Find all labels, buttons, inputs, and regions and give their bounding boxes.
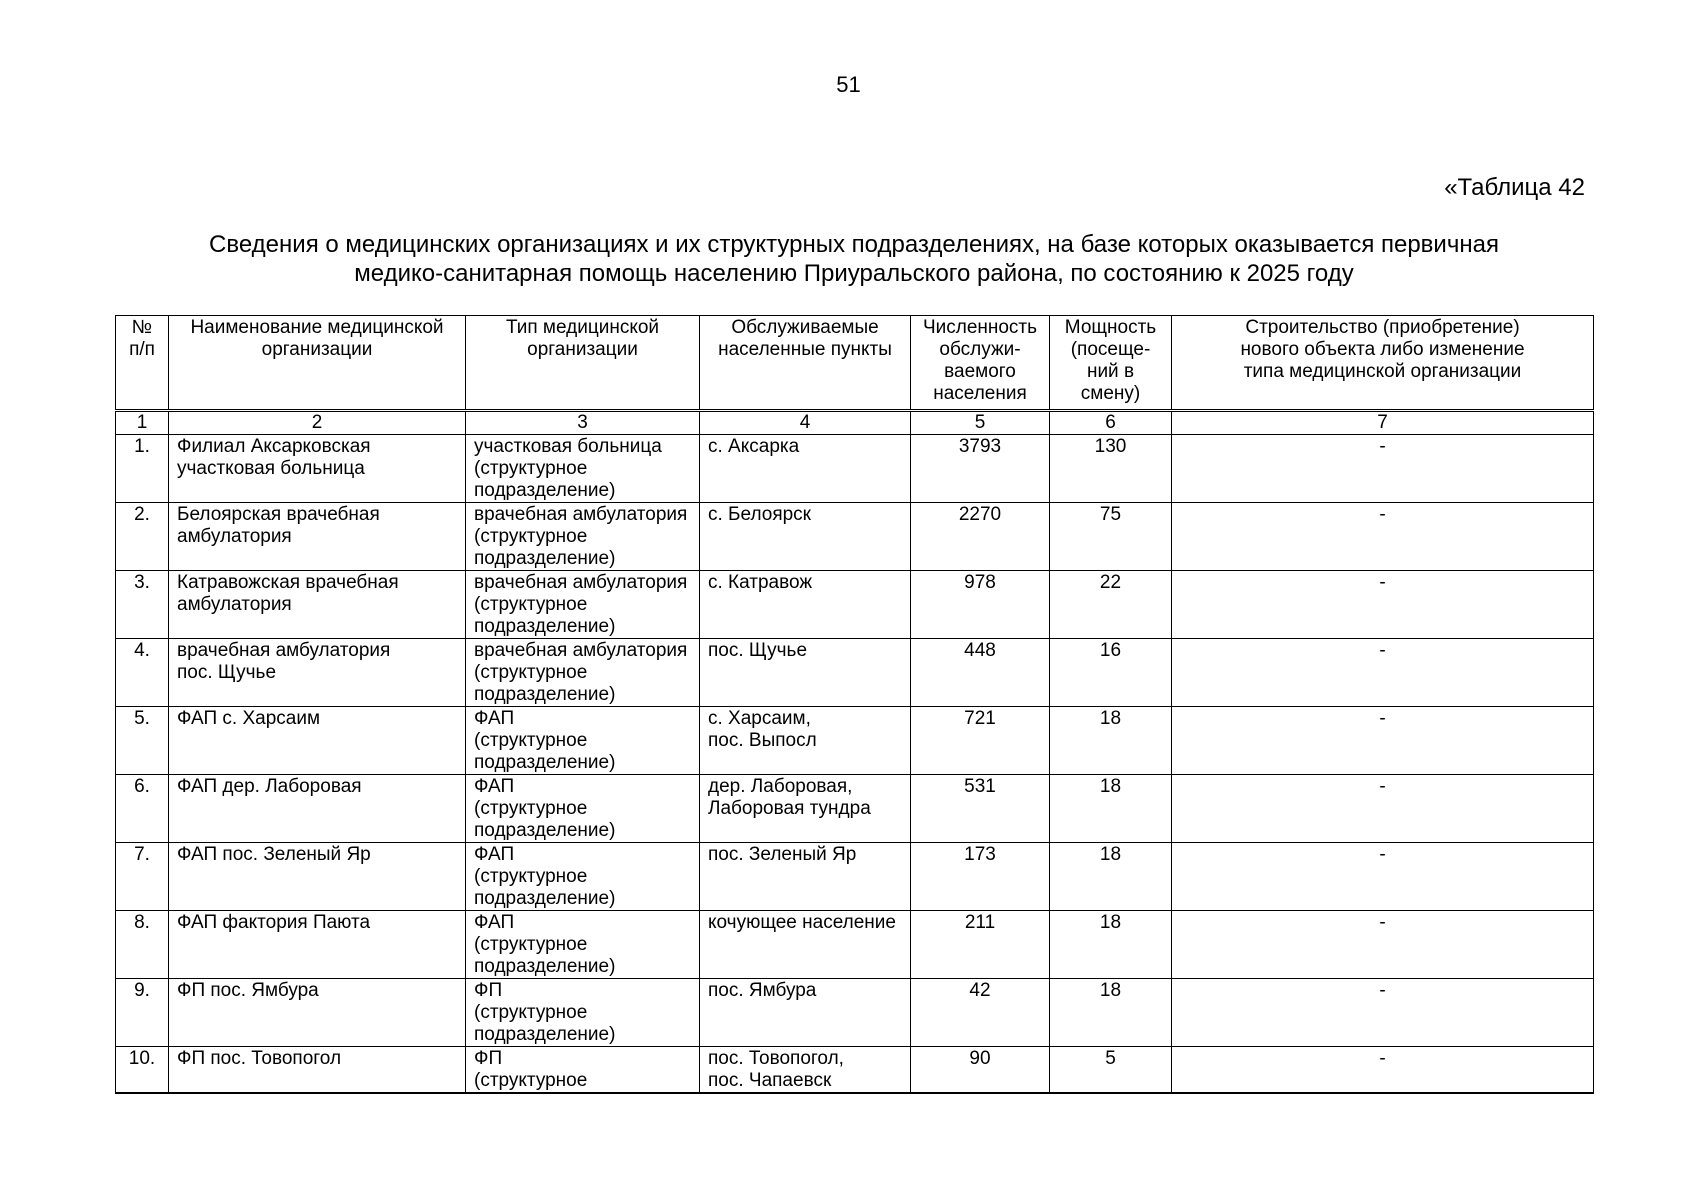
- table-title-line-2: медико-санитарная помощь населению Приуральского района, по состоянию к 2025 году: [354, 260, 1354, 287]
- cell-org-name: [169, 979, 466, 1047]
- cell-line: врачебная амбулатория: [474, 572, 688, 593]
- cell-line: Филиал Аксарковская: [177, 436, 371, 457]
- cell-settlements: [700, 979, 911, 1047]
- cell-org-name: [169, 1047, 466, 1094]
- header-line: нового объекта либо изменение: [1240, 339, 1525, 360]
- table-row: [116, 775, 1594, 843]
- header-line: Наименование медицинской: [190, 317, 444, 338]
- cell-line: ФАП: [474, 844, 515, 865]
- cell-number: 10.: [116, 1047, 169, 1094]
- cell-org-type: [466, 571, 700, 639]
- cell-line: подразделение): [474, 548, 616, 569]
- cell-number: 8.: [116, 911, 169, 979]
- column-number: 2: [169, 411, 466, 435]
- cell-settlements: [700, 639, 911, 707]
- cell-org-name: [169, 639, 466, 707]
- cell-line: Катравожская врачебная: [177, 572, 399, 593]
- cell-construction: -: [1172, 571, 1594, 639]
- cell-settlements: [700, 775, 911, 843]
- cell-org-name: [169, 775, 466, 843]
- cell-line: подразделение): [474, 820, 616, 841]
- cell-line: пос. Чапаевск: [708, 1070, 832, 1091]
- cell-org-type: [466, 503, 700, 571]
- cell-population: 531: [911, 775, 1050, 843]
- cell-capacity: 5: [1050, 1047, 1172, 1094]
- cell-settlements: [700, 707, 911, 775]
- cell-line: (структурное: [474, 458, 588, 479]
- cell-construction: -: [1172, 979, 1594, 1047]
- cell-org-name: [169, 911, 466, 979]
- cell-capacity: 18: [1050, 843, 1172, 911]
- header-number: [116, 316, 169, 411]
- cell-line: амбулатория: [177, 526, 292, 547]
- cell-population: 721: [911, 707, 1050, 775]
- cell-line: (структурное: [474, 730, 588, 751]
- cell-capacity: 18: [1050, 911, 1172, 979]
- cell-line: с. Белоярск: [708, 504, 811, 525]
- cell-line: кочующее население: [708, 912, 896, 933]
- header-line: Тип медицинской: [505, 317, 660, 338]
- cell-line: (структурное: [474, 1070, 588, 1091]
- cell-line: с. Аксарка: [708, 436, 800, 457]
- cell-settlements: [700, 435, 911, 503]
- table-row: [116, 639, 1594, 707]
- cell-construction: -: [1172, 843, 1594, 911]
- table-label: «Таблица 42: [1444, 174, 1585, 201]
- cell-line: (структурное: [474, 594, 588, 615]
- cell-number: 4.: [116, 639, 169, 707]
- column-number: 5: [911, 411, 1050, 435]
- header-construction: [1172, 316, 1594, 411]
- cell-number: 2.: [116, 503, 169, 571]
- page-number: 51: [836, 72, 861, 97]
- cell-line: подразделение): [474, 956, 616, 977]
- table-row: [116, 979, 1594, 1047]
- cell-line: ФП: [474, 980, 503, 1001]
- cell-line: пос. Выпосл: [708, 730, 817, 751]
- cell-org-type: [466, 435, 700, 503]
- table-title: [115, 230, 1593, 288]
- cell-capacity: 18: [1050, 707, 1172, 775]
- column-numbers-row: [116, 411, 1594, 435]
- cell-org-type: [466, 911, 700, 979]
- cell-line: подразделение): [474, 1024, 616, 1045]
- table-title-line-1: Сведения о медицинских организациях и их структурных подразделениях, на базе которых оказывается первичная: [209, 231, 1499, 258]
- cell-line: ФП пос. Ямбура: [177, 980, 319, 1001]
- cell-number: 7.: [116, 843, 169, 911]
- header-line: смену): [1080, 383, 1141, 404]
- table-row: [116, 1047, 1594, 1094]
- column-number: 4: [700, 411, 911, 435]
- cell-population: 2270: [911, 503, 1050, 571]
- cell-settlements: [700, 843, 911, 911]
- header-org-type: [466, 316, 700, 411]
- cell-line: врачебная амбулатория: [474, 640, 688, 661]
- cell-construction: -: [1172, 1047, 1594, 1094]
- header-line: ваемого: [944, 361, 1016, 382]
- cell-org-type: [466, 775, 700, 843]
- cell-line: с. Катравож: [708, 572, 813, 593]
- cell-line: ФАП: [474, 708, 515, 729]
- header-line: Мощность: [1064, 317, 1157, 338]
- medical-organizations-table: [115, 315, 1594, 1094]
- header-line: обслужи-: [939, 339, 1021, 360]
- cell-line: врачебная амбулатория: [177, 640, 391, 661]
- cell-line: ФАП: [474, 912, 515, 933]
- header-line: населения: [933, 383, 1027, 404]
- cell-line: ФП: [474, 1048, 503, 1069]
- cell-population: 211: [911, 911, 1050, 979]
- cell-capacity: 18: [1050, 979, 1172, 1047]
- cell-population: 448: [911, 639, 1050, 707]
- cell-capacity: 16: [1050, 639, 1172, 707]
- cell-population: 42: [911, 979, 1050, 1047]
- cell-line: ФАП дер. Лаборовая: [177, 776, 362, 797]
- cell-line: подразделение): [474, 888, 616, 909]
- cell-org-type: [466, 843, 700, 911]
- table-body: [116, 435, 1594, 1094]
- cell-line: подразделение): [474, 684, 616, 705]
- cell-org-type: [466, 639, 700, 707]
- cell-capacity: 18: [1050, 775, 1172, 843]
- cell-line: пос. Щучье: [708, 640, 808, 661]
- cell-line: амбулатория: [177, 594, 292, 615]
- cell-org-type: [466, 979, 700, 1047]
- cell-line: (структурное: [474, 662, 588, 683]
- cell-settlements: [700, 1047, 911, 1094]
- cell-org-name: [169, 435, 466, 503]
- header-row: [116, 316, 1594, 411]
- header-org-name: [169, 316, 466, 411]
- cell-construction: -: [1172, 503, 1594, 571]
- header-line: п/п: [129, 339, 155, 360]
- cell-line: (структурное: [474, 526, 588, 547]
- cell-line: (структурное: [474, 866, 588, 887]
- header-line: (посеще-: [1070, 339, 1151, 360]
- cell-construction: -: [1172, 435, 1594, 503]
- cell-org-name: [169, 707, 466, 775]
- cell-line: (структурное: [474, 934, 588, 955]
- cell-line: врачебная амбулатория: [474, 504, 688, 525]
- cell-org-name: [169, 503, 466, 571]
- cell-org-type: [466, 707, 700, 775]
- header-line: типа медицинской организации: [1243, 361, 1522, 382]
- cell-line: ФАП с. Харсаим: [177, 708, 321, 729]
- cell-line: ФАП: [474, 776, 515, 797]
- cell-line: подразделение): [474, 480, 616, 501]
- header-line: организации: [261, 339, 373, 360]
- cell-org-type: [466, 1047, 700, 1094]
- cell-population: 90: [911, 1047, 1050, 1094]
- column-number: 7: [1172, 411, 1594, 435]
- cell-line: пос. Ямбура: [708, 980, 817, 1001]
- header-line: №: [131, 317, 153, 338]
- cell-line: (структурное: [474, 1002, 588, 1023]
- cell-population: 3793: [911, 435, 1050, 503]
- cell-line: (структурное: [474, 798, 588, 819]
- cell-line: пос. Щучье: [177, 662, 277, 683]
- cell-settlements: [700, 571, 911, 639]
- table-row: [116, 503, 1594, 571]
- header-line: Численность: [922, 317, 1038, 338]
- cell-line: Лаборовая тундра: [708, 798, 871, 819]
- table-row: [116, 707, 1594, 775]
- cell-line: ФАП фактория Паюта: [177, 912, 371, 933]
- cell-capacity: 22: [1050, 571, 1172, 639]
- cell-number: 9.: [116, 979, 169, 1047]
- cell-number: 1.: [116, 435, 169, 503]
- header-line: Обслуживаемые: [731, 317, 879, 338]
- column-number: 3: [466, 411, 700, 435]
- cell-org-name: [169, 571, 466, 639]
- header-capacity: [1050, 316, 1172, 411]
- cell-org-name: [169, 843, 466, 911]
- cell-number: 5.: [116, 707, 169, 775]
- column-number: 1: [116, 411, 169, 435]
- cell-construction: -: [1172, 775, 1594, 843]
- cell-line: ФП пос. Товопогол: [177, 1048, 342, 1069]
- table-row: [116, 571, 1594, 639]
- cell-line: с. Харсаим,: [708, 708, 811, 729]
- cell-line: подразделение): [474, 752, 616, 773]
- header-settlements: [700, 316, 911, 411]
- cell-settlements: [700, 911, 911, 979]
- cell-number: 6.: [116, 775, 169, 843]
- cell-line: дер. Лаборовая,: [708, 776, 853, 797]
- cell-capacity: 130: [1050, 435, 1172, 503]
- table-row: [116, 911, 1594, 979]
- cell-number: 3.: [116, 571, 169, 639]
- header-line: Строительство (приобретение): [1245, 317, 1520, 338]
- cell-construction: -: [1172, 639, 1594, 707]
- cell-capacity: 75: [1050, 503, 1172, 571]
- cell-line: ФАП пос. Зеленый Яр: [177, 844, 371, 865]
- cell-line: пос. Зеленый Яр: [708, 844, 857, 865]
- header-line: ний в: [1086, 361, 1135, 382]
- header-line: организации: [527, 339, 638, 360]
- cell-settlements: [700, 503, 911, 571]
- table-row: [116, 435, 1594, 503]
- cell-line: пос. Товопогол,: [708, 1048, 844, 1069]
- table-row: [116, 843, 1594, 911]
- cell-construction: -: [1172, 707, 1594, 775]
- cell-construction: -: [1172, 911, 1594, 979]
- cell-population: 173: [911, 843, 1050, 911]
- cell-line: подразделение): [474, 616, 616, 637]
- header-population: [911, 316, 1050, 411]
- cell-line: участковая больница: [474, 436, 662, 457]
- header-line: населенные пункты: [718, 339, 892, 360]
- cell-line: участковая больница: [177, 458, 365, 479]
- cell-population: 978: [911, 571, 1050, 639]
- column-number: 6: [1050, 411, 1172, 435]
- cell-line: Белоярская врачебная: [177, 504, 380, 525]
